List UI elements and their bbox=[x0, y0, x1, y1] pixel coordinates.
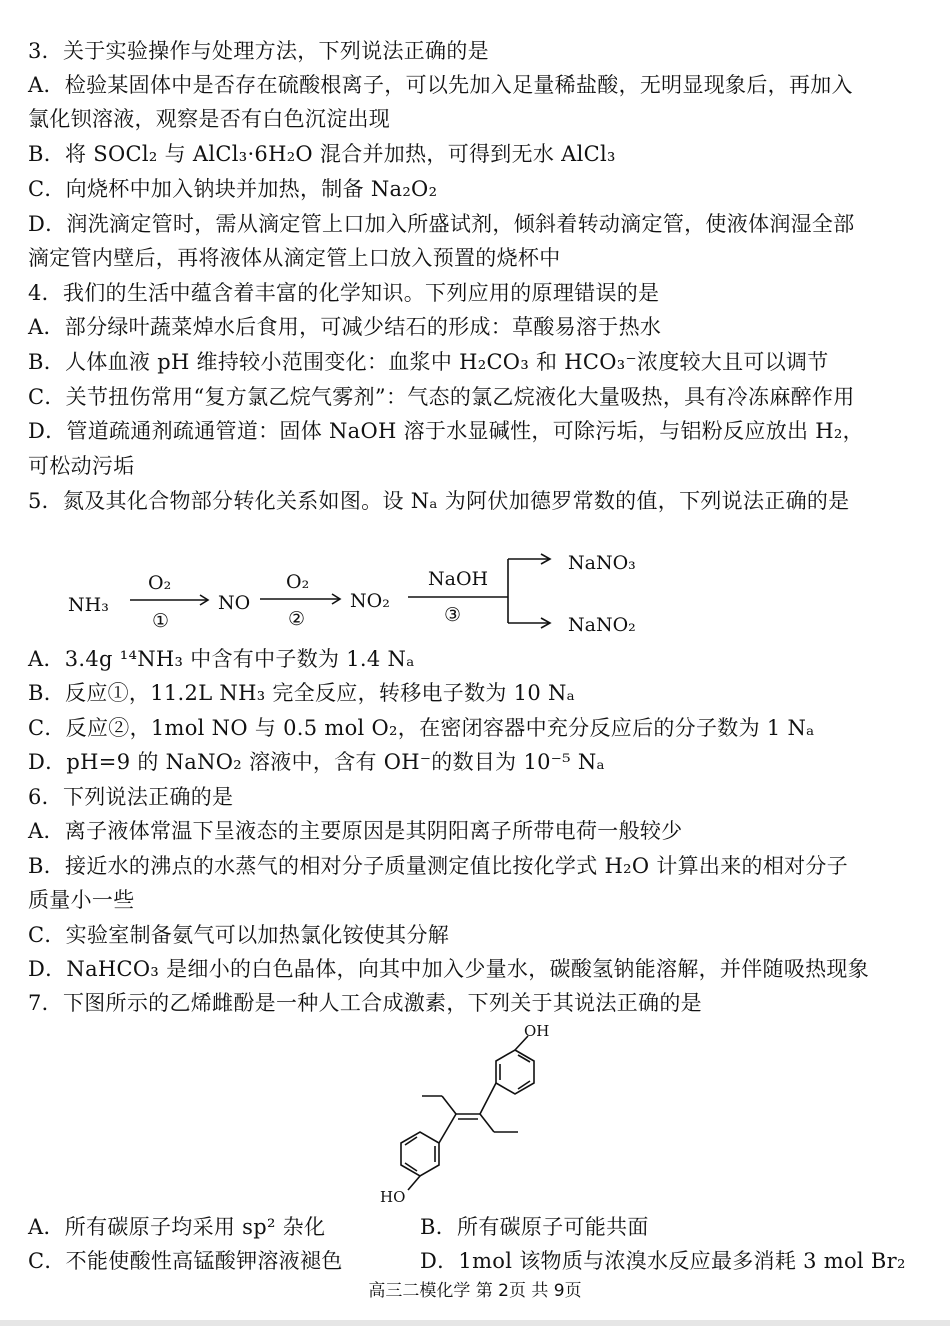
q7-option-b: B．所有碳原子可能共面 bbox=[420, 1215, 649, 1239]
q4-stem: 4．我们的生活中蕴含着丰富的化学知识。下列应用的原理错误的是 bbox=[28, 281, 660, 305]
scheme-step-2: ② bbox=[288, 608, 306, 630]
q3-stem: 3．关于实验操作与处理方法，下列说法正确的是 bbox=[28, 39, 489, 63]
upper-benzene-ring bbox=[496, 1050, 534, 1094]
q4-option-d: D．管道疏通剂疏通管道：固体 NaOH 溶于水显碱性，可除污垢，与铝粉反应放出 H₂， bbox=[28, 419, 864, 443]
ethyl-left-1 bbox=[442, 1096, 456, 1114]
diethylstilbestrol-structure bbox=[360, 1022, 570, 1212]
q4-option-a: A．部分绿叶蔬菜焯水后食用，可减少结石的形成：草酸易溶于热水 bbox=[28, 315, 662, 339]
scheme-nano3: NaNO₃ bbox=[568, 552, 636, 574]
q4-option-c: C．关节扭伤常用“复方氯乙烷气雾剂”：气态的氯乙烷液化大量吸热，具有冷冻麻醉作用 bbox=[28, 385, 855, 409]
q7-option-a: A．所有碳原子均采用 sp² 杂化 bbox=[28, 1215, 326, 1239]
scheme-nano2: NaNO₂ bbox=[568, 614, 636, 635]
q5-option-c: C．反应②，1mol NO 与 0.5 mol O₂，在密闭容器中充分反应后的分子数为 1 Nₐ bbox=[28, 716, 815, 740]
ethyl-right-1 bbox=[480, 1114, 494, 1132]
scheme-step-3: ③ bbox=[444, 604, 462, 626]
q3-option-a-cont: 氯化钡溶液，观察是否有白色沉淀出现 bbox=[28, 107, 391, 131]
q6-option-a: A．离子液体常温下呈液态的主要原因是其阴阳离子所带电荷一般较少 bbox=[28, 819, 683, 843]
bottom-divider bbox=[0, 1320, 950, 1326]
q3-option-d-cont: 滴定管内壁后，再将液体从滴定管上口放入预置的烧杯中 bbox=[28, 246, 561, 270]
q6-option-b-cont: 质量小一些 bbox=[28, 888, 135, 912]
scheme-o2-1: O₂ bbox=[148, 572, 172, 594]
lower-ring-double-3 bbox=[405, 1137, 417, 1145]
q6-option-d: D．NaHCO₃ 是细小的白色晶体，向其中加入少量水，碳酸氢钠能溶解，并伴随吸热现象 bbox=[28, 957, 870, 981]
scheme-naoh: NaOH bbox=[428, 568, 489, 590]
q3-option-d: D．润洗滴定管时，需从滴定管上口加入所盛试剂，倾斜着转动滴定管，使液体润湿全部 bbox=[28, 212, 855, 236]
scheme-no2: NO₂ bbox=[350, 590, 390, 612]
scheme-step-1: ① bbox=[152, 610, 170, 632]
scheme-nh3: NH₃ bbox=[68, 594, 109, 616]
q6-stem: 6．下列说法正确的是 bbox=[28, 785, 234, 809]
q7-option-d: D．1mol 该物质与浓溴水反应最多消耗 3 mol Br₂ bbox=[420, 1249, 906, 1273]
lower-ho-bond bbox=[408, 1176, 420, 1190]
alkene-to-lower-ring bbox=[439, 1114, 456, 1143]
q5-option-a: A．3.4g ¹⁴NH₃ 中含有中子数为 1.4 Nₐ bbox=[28, 647, 415, 671]
scheme-no: NO bbox=[218, 592, 251, 614]
q5-option-d: D．pH=9 的 NaNO₂ 溶液中，含有 OH⁻的数目为 10⁻⁵ Nₐ bbox=[28, 750, 605, 774]
lower-benzene-ring bbox=[401, 1132, 439, 1176]
q5-stem: 5．氮及其化合物部分转化关系如图。设 Nₐ 为阿伏加德罗常数的值，下列说法正确的是 bbox=[28, 489, 850, 513]
nitrogen-conversion-scheme bbox=[60, 545, 700, 635]
q4-option-d-cont: 可松动污垢 bbox=[28, 454, 135, 478]
q7-option-c: C．不能使酸性高锰酸钾溶液褪色 bbox=[28, 1249, 343, 1273]
q6-option-c: C．实验室制备氨气可以加热氯化铵使其分解 bbox=[28, 923, 450, 947]
q4-option-b: B．人体血液 pH 维持较小范围变化：血浆中 H₂CO₃ 和 HCO₃⁻浓度较大且可以调节 bbox=[28, 350, 829, 374]
scheme-o2-2: O₂ bbox=[286, 571, 310, 593]
lower-ring-double-2 bbox=[405, 1163, 417, 1171]
upper-ring-to-alkene bbox=[480, 1083, 496, 1114]
q3-option-c: C．向烧杯中加入钠块并加热，制备 Na₂O₂ bbox=[28, 177, 438, 201]
oh-label: OH bbox=[524, 1022, 550, 1040]
q7-stem: 7．下图所示的乙烯雌酚是一种人工合成激素，下列关于其说法正确的是 bbox=[28, 991, 702, 1015]
q5-option-b: B．反应①，11.2L NH₃ 完全反应，转移电子数为 10 Nₐ bbox=[28, 681, 576, 705]
upper-ring-double-2 bbox=[518, 1081, 530, 1089]
q3-option-a: A．检验某固体中是否存在硫酸根离子，可以先加入足量稀盐酸，无明显现象后，再加入 bbox=[28, 73, 853, 97]
q6-option-b: B．接近水的沸点的水蒸气的相对分子质量测定值比按化学式 H₂O 计算出来的相对分子 bbox=[28, 854, 849, 878]
q3-option-b: B．将 SOCl₂ 与 AlCl₃·6H₂O 混合并加热，可得到无水 AlCl₃ bbox=[28, 142, 616, 166]
page-footer: 高三二模化学 第 2页 共 9页 bbox=[368, 1281, 582, 1301]
ho-label: HO bbox=[380, 1188, 406, 1206]
